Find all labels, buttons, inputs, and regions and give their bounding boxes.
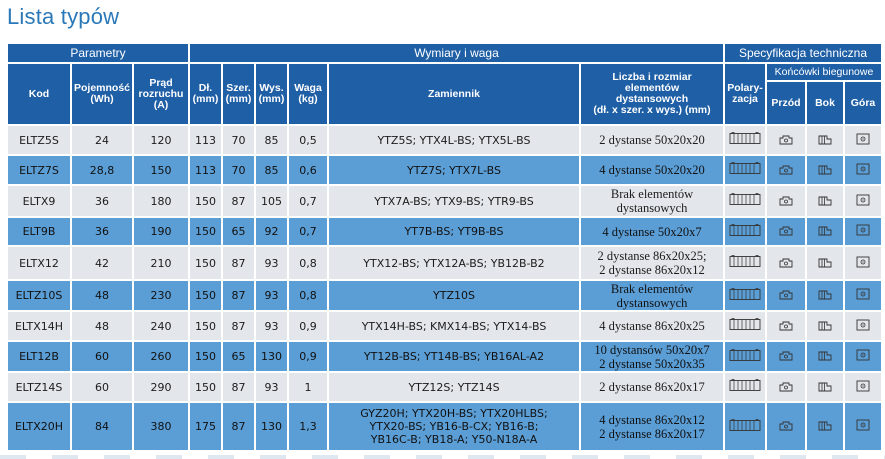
cell-pojemnosc: 28,8 bbox=[72, 156, 132, 184]
cell-prad: 190 bbox=[134, 218, 188, 245]
cell-dystanse: 4 dystanse 50x20x20 bbox=[581, 156, 723, 184]
battery-polarity-icon-cell bbox=[725, 342, 765, 371]
cell-pojemnosc: 84 bbox=[72, 403, 132, 450]
terminal-front-icon bbox=[779, 224, 793, 239]
terminal-side-icon bbox=[818, 133, 832, 148]
cell-szer: 70 bbox=[223, 156, 254, 184]
cell-wys: 105 bbox=[256, 186, 287, 216]
terminal-front-icon-cell bbox=[767, 126, 805, 154]
cell-kod: ELTX12 bbox=[8, 247, 70, 279]
terminal-top-icon bbox=[856, 133, 870, 148]
terminal-top-icon-cell bbox=[845, 218, 881, 245]
battery-polarity-icon bbox=[729, 132, 761, 148]
cell-waga: 1,3 bbox=[289, 403, 327, 450]
terminal-side-icon bbox=[818, 256, 832, 271]
col-zamiennik: Zamiennik bbox=[329, 64, 579, 124]
terminal-side-icon-cell bbox=[807, 247, 843, 279]
cell-pojemnosc: 60 bbox=[72, 373, 132, 401]
cell-szer: 87 bbox=[223, 186, 254, 216]
col-gora: Góra bbox=[845, 82, 881, 124]
col-kod: Kod bbox=[8, 64, 70, 124]
cell-szer: 87 bbox=[223, 373, 254, 401]
terminal-top-icon bbox=[856, 380, 870, 395]
battery-polarity-icon-cell bbox=[725, 156, 765, 184]
terminal-top-icon bbox=[856, 194, 870, 209]
table-row bbox=[8, 312, 881, 340]
cell-pojemnosc: 42 bbox=[72, 247, 132, 279]
cell-pojemnosc: 36 bbox=[72, 186, 132, 216]
terminal-side-icon bbox=[818, 224, 832, 239]
cell-dl: 150 bbox=[190, 186, 221, 216]
terminal-side-icon bbox=[818, 288, 832, 303]
cell-prad: 150 bbox=[134, 156, 188, 184]
terminal-top-icon bbox=[856, 224, 870, 239]
terminal-side-icon-cell bbox=[807, 186, 843, 216]
table-row bbox=[8, 373, 881, 401]
cell-wys: 93 bbox=[256, 281, 287, 310]
cell-zamiennik: YTX14H-BS; KMX14-BS; YTX14-BS bbox=[329, 312, 579, 340]
cell-kod: ELTZ5S bbox=[8, 126, 70, 154]
terminal-top-icon-cell bbox=[845, 403, 881, 450]
table-row bbox=[8, 342, 881, 371]
cell-szer: 87 bbox=[223, 247, 254, 279]
cell-dl: 113 bbox=[190, 156, 221, 184]
cell-dystanse: 4 dystanse 50x20x7 bbox=[581, 218, 723, 245]
cell-waga: 0,9 bbox=[289, 312, 327, 340]
cell-wys: 85 bbox=[256, 156, 287, 184]
battery-polarity-icon-cell bbox=[725, 403, 765, 450]
battery-type-table bbox=[6, 42, 883, 452]
cell-dl: 150 bbox=[190, 342, 221, 371]
table-row bbox=[8, 126, 881, 154]
terminal-top-icon bbox=[856, 163, 870, 178]
cell-wys: 93 bbox=[256, 373, 287, 401]
terminal-side-icon-cell bbox=[807, 281, 843, 310]
cell-kod: ELTZ14S bbox=[8, 373, 70, 401]
battery-polarity-icon bbox=[729, 349, 761, 365]
terminal-side-icon-cell bbox=[807, 342, 843, 371]
group-koncowki: Końcówki biegunowe bbox=[767, 64, 881, 80]
cell-szer: 87 bbox=[223, 403, 254, 450]
cell-wys: 130 bbox=[256, 342, 287, 371]
battery-polarity-icon-cell bbox=[725, 312, 765, 340]
terminal-side-icon bbox=[818, 349, 832, 364]
terminal-top-icon-cell bbox=[845, 312, 881, 340]
battery-polarity-icon bbox=[729, 193, 761, 209]
cell-dl: 150 bbox=[190, 247, 221, 279]
cell-dl: 150 bbox=[190, 312, 221, 340]
cell-prad: 380 bbox=[134, 403, 188, 450]
cell-prad: 260 bbox=[134, 342, 188, 371]
cell-dystanse: Brak elementów dystansowych bbox=[581, 281, 723, 310]
col-szer: Szer. (mm) bbox=[223, 64, 254, 124]
battery-polarity-icon-cell bbox=[725, 281, 765, 310]
battery-polarity-icon-cell bbox=[725, 218, 765, 245]
cell-waga: 0,7 bbox=[289, 186, 327, 216]
battery-polarity-icon-cell bbox=[725, 126, 765, 154]
cell-dl: 175 bbox=[190, 403, 221, 450]
battery-polarity-icon-cell bbox=[725, 373, 765, 401]
cell-kod: ELT12B bbox=[8, 342, 70, 371]
cell-szer: 70 bbox=[223, 126, 254, 154]
cell-dl: 150 bbox=[190, 373, 221, 401]
battery-polarity-icon-cell bbox=[725, 247, 765, 279]
terminal-top-icon bbox=[856, 419, 870, 434]
cell-dystanse: 4 dystanse 86x20x25 bbox=[581, 312, 723, 340]
terminal-front-icon-cell bbox=[767, 342, 805, 371]
terminal-side-icon bbox=[818, 163, 832, 178]
group-specyfikacja: Specyfikacja techniczna bbox=[725, 44, 881, 62]
cell-wys: 92 bbox=[256, 218, 287, 245]
terminal-top-icon-cell bbox=[845, 373, 881, 401]
terminal-front-icon-cell bbox=[767, 186, 805, 216]
terminal-top-icon bbox=[856, 288, 870, 303]
terminal-front-icon bbox=[779, 163, 793, 178]
terminal-front-icon-cell bbox=[767, 312, 805, 340]
cell-dystanse: Brak elementów dystansowych bbox=[581, 186, 723, 216]
cell-dystanse: 2 dystanse 86x20x17 bbox=[581, 373, 723, 401]
terminal-front-icon-cell bbox=[767, 156, 805, 184]
battery-polarity-icon bbox=[729, 224, 761, 240]
battery-polarity-icon bbox=[729, 419, 761, 435]
cell-kod: ELTX9 bbox=[8, 186, 70, 216]
cell-prad: 180 bbox=[134, 186, 188, 216]
terminal-side-icon bbox=[818, 380, 832, 395]
cell-prad: 230 bbox=[134, 281, 188, 310]
cell-zamiennik: YTZ7S; YTX7L-BS bbox=[329, 156, 579, 184]
col-wys: Wys. (mm) bbox=[256, 64, 287, 124]
cell-prad: 120 bbox=[134, 126, 188, 154]
cell-zamiennik: YTZ10S bbox=[329, 281, 579, 310]
terminal-side-icon-cell bbox=[807, 312, 843, 340]
col-polaryzacja: Polary- zacja bbox=[725, 64, 765, 124]
terminal-top-icon-cell bbox=[845, 247, 881, 279]
terminal-front-icon-cell bbox=[767, 403, 805, 450]
terminal-front-icon bbox=[779, 349, 793, 364]
cell-zamiennik: YTZ5S; YTX4L-BS; YTX5L-BS bbox=[329, 126, 579, 154]
cell-waga: 0,5 bbox=[289, 126, 327, 154]
terminal-front-icon-cell bbox=[767, 218, 805, 245]
cell-kod: ELTZ10S bbox=[8, 281, 70, 310]
page-title: Lista typów bbox=[7, 4, 120, 29]
cell-szer: 87 bbox=[223, 312, 254, 340]
cell-szer: 65 bbox=[223, 218, 254, 245]
cell-pojemnosc: 24 bbox=[72, 126, 132, 154]
terminal-side-icon-cell bbox=[807, 373, 843, 401]
cell-pojemnosc: 36 bbox=[72, 218, 132, 245]
cell-zamiennik: YTX12-BS; YTX12A-BS; YB12B-B2 bbox=[329, 247, 579, 279]
battery-polarity-icon bbox=[729, 255, 761, 271]
cell-waga: 0,8 bbox=[289, 281, 327, 310]
cell-waga: 0,6 bbox=[289, 156, 327, 184]
cell-wys: 93 bbox=[256, 247, 287, 279]
terminal-side-icon-cell bbox=[807, 126, 843, 154]
terminal-top-icon bbox=[856, 256, 870, 271]
cell-waga: 0,8 bbox=[289, 247, 327, 279]
cell-pojemnosc: 48 bbox=[72, 312, 132, 340]
terminal-side-icon bbox=[818, 319, 832, 334]
battery-polarity-icon bbox=[729, 379, 761, 395]
cell-kod: ELTX20H bbox=[8, 403, 70, 450]
group-wymiary: Wymiary i waga bbox=[190, 44, 723, 62]
col-pojemnosc: Pojemność (Wh) bbox=[72, 64, 132, 124]
terminal-front-icon bbox=[779, 256, 793, 271]
cell-dl: 150 bbox=[190, 218, 221, 245]
terminal-side-icon bbox=[818, 419, 832, 434]
cell-zamiennik: YTZ12S; YTZ14S bbox=[329, 373, 579, 401]
cell-zamiennik: YT7B-BS; YT9B-BS bbox=[329, 218, 579, 245]
cell-waga: 1 bbox=[289, 373, 327, 401]
col-waga: Waga (kg) bbox=[289, 64, 327, 124]
terminal-front-icon-cell bbox=[767, 281, 805, 310]
terminal-front-icon-cell bbox=[767, 247, 805, 279]
terminal-top-icon-cell bbox=[845, 186, 881, 216]
cell-prad: 290 bbox=[134, 373, 188, 401]
cell-kod: ELT9B bbox=[8, 218, 70, 245]
bottom-stripes bbox=[0, 455, 885, 459]
terminal-side-icon bbox=[818, 194, 832, 209]
terminal-side-icon-cell bbox=[807, 218, 843, 245]
terminal-top-icon bbox=[856, 349, 870, 364]
cell-dystanse: 2 dystanse 50x20x20 bbox=[581, 126, 723, 154]
col-liczba: Liczba i rozmiar elementów dystansowych (dł. x szer. x wys.) (mm) bbox=[581, 64, 723, 124]
cell-pojemnosc: 60 bbox=[72, 342, 132, 371]
cell-dl: 113 bbox=[190, 126, 221, 154]
cell-prad: 240 bbox=[134, 312, 188, 340]
cell-szer: 65 bbox=[223, 342, 254, 371]
terminal-front-icon bbox=[779, 288, 793, 303]
battery-polarity-icon bbox=[729, 162, 761, 178]
battery-polarity-icon-cell bbox=[725, 186, 765, 216]
cell-dystanse: 2 dystanse 86x20x25; 2 dystanse 86x20x12 bbox=[581, 247, 723, 279]
terminal-side-icon-cell bbox=[807, 156, 843, 184]
terminal-top-icon-cell bbox=[845, 156, 881, 184]
battery-polarity-icon bbox=[729, 318, 761, 334]
table-row bbox=[8, 156, 881, 184]
cell-waga: 0,7 bbox=[289, 218, 327, 245]
cell-prad: 210 bbox=[134, 247, 188, 279]
cell-wys: 130 bbox=[256, 403, 287, 450]
table-row bbox=[8, 403, 881, 450]
cell-kod: ELTX14H bbox=[8, 312, 70, 340]
terminal-front-icon-cell bbox=[767, 373, 805, 401]
group-parametry: Parametry bbox=[8, 44, 188, 62]
col-bok: Bok bbox=[807, 82, 843, 124]
cell-dl: 150 bbox=[190, 281, 221, 310]
table-row bbox=[8, 186, 881, 216]
cell-zamiennik: YTX7A-BS; YTX9-BS; YTR9-BS bbox=[329, 186, 579, 216]
cell-zamiennik: GYZ20H; YTX20H-BS; YTX20HLBS; YTX20-BS; YB16-B-CX; YB16-B; YB16C-B; YB18-A; Y50-N18A-A bbox=[329, 403, 579, 450]
cell-pojemnosc: 48 bbox=[72, 281, 132, 310]
cell-szer: 87 bbox=[223, 281, 254, 310]
cell-dystanse: 10 dystansów 50x20x7 2 dystanse 50x20x35 bbox=[581, 342, 723, 371]
col-prad: Prąd rozruchu (A) bbox=[134, 64, 188, 124]
cell-waga: 0,9 bbox=[289, 342, 327, 371]
col-przod: Przód bbox=[767, 82, 805, 124]
cell-dystanse: 4 dystanse 86x20x12 2 dystanse 86x20x17 bbox=[581, 403, 723, 450]
cell-zamiennik: YT12B-BS; YT14B-BS; YB16AL-A2 bbox=[329, 342, 579, 371]
cell-wys: 85 bbox=[256, 126, 287, 154]
table-row bbox=[8, 218, 881, 245]
terminal-front-icon bbox=[779, 419, 793, 434]
terminal-top-icon-cell bbox=[845, 281, 881, 310]
terminal-front-icon bbox=[779, 133, 793, 148]
terminal-front-icon bbox=[779, 194, 793, 209]
cell-kod: ELTZ7S bbox=[8, 156, 70, 184]
terminal-side-icon-cell bbox=[807, 403, 843, 450]
terminal-front-icon bbox=[779, 380, 793, 395]
battery-polarity-icon bbox=[729, 288, 761, 304]
table-row bbox=[8, 281, 881, 310]
col-dl: Dł. (mm) bbox=[190, 64, 221, 124]
terminal-top-icon-cell bbox=[845, 126, 881, 154]
terminal-front-icon bbox=[779, 319, 793, 334]
table-row bbox=[8, 247, 881, 279]
terminal-top-icon bbox=[856, 319, 870, 334]
terminal-top-icon-cell bbox=[845, 342, 881, 371]
cell-wys: 93 bbox=[256, 312, 287, 340]
